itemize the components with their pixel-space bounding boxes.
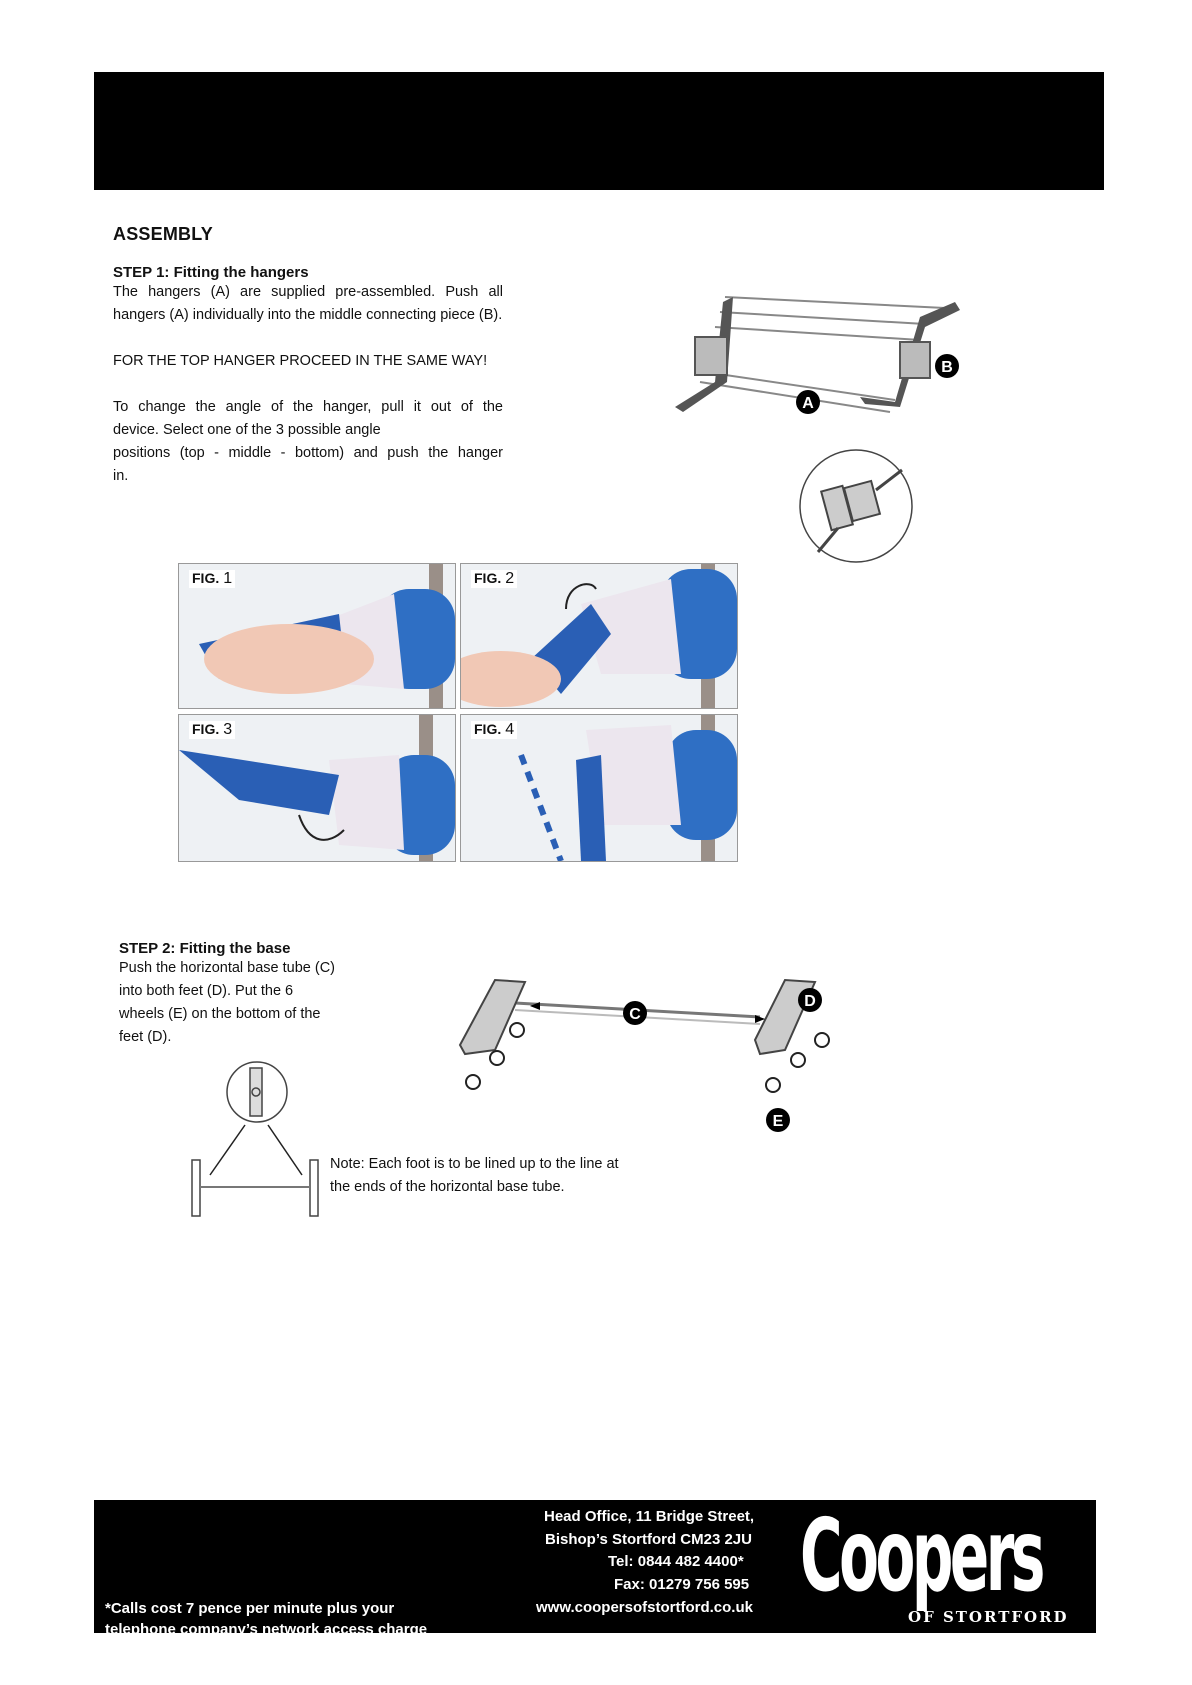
figure-2-label: FIG. 2	[471, 570, 517, 588]
figure-3-label: FIG. 3	[189, 721, 235, 739]
step2-line: feet (D).	[119, 1029, 172, 1045]
note-text	[330, 1153, 690, 1199]
base-assembly-illustration	[455, 970, 845, 1140]
note-line: Note: Each foot is to be lined up to the line at	[330, 1156, 619, 1172]
step1-para3	[113, 396, 503, 488]
label-b: B	[941, 359, 953, 376]
footer-address-line2: Bishop’s Stortford CM23 2JU	[545, 1531, 752, 1548]
footer-calls-line1: *Calls cost 7 pence per minute plus your	[105, 1600, 395, 1617]
page-heading: ASSEMBLY	[113, 224, 213, 244]
footer-address-line1: Head Office, 11 Bridge Street,	[544, 1508, 755, 1525]
step1-para1: The hangers (A) are supplied pre-assembled. Push all hangers (A) individually into the middle connecting piece (B).	[113, 284, 503, 323]
footer-website[interactable]: www.coopersofstortford.co.uk	[536, 1599, 753, 1616]
logo-sub-text: OF STORTFORD	[908, 1608, 1069, 1626]
label-d: D	[804, 993, 816, 1010]
figure-3	[178, 714, 456, 862]
step2-line: into both feet (D). Put the 6	[119, 983, 294, 999]
step2-line: Push the horizontal base tube (C)	[119, 960, 336, 976]
footer-tel: Tel: 0844 482 4400*	[608, 1553, 744, 1570]
step1-para3-line: positions (top - middle - bottom) and push the hanger	[113, 445, 503, 461]
label-c: C	[629, 1006, 641, 1023]
connector-detail-illustration	[798, 448, 918, 568]
footer-calls-line2: telephone company’s network access charge	[105, 1621, 428, 1638]
figure-1	[178, 563, 456, 709]
footer-fax: Fax: 01279 756 595	[614, 1576, 750, 1593]
label-e: E	[772, 1113, 784, 1130]
step1-para3-line: To change the angle of the hanger, pull it out of the	[113, 399, 503, 415]
note-line: the ends of the horizontal base tube.	[330, 1179, 565, 1195]
step2-title: STEP 2: Fitting the base	[119, 940, 291, 957]
step2-line: wheels (E) on the bottom of the	[119, 1006, 321, 1022]
step1-para3-line: device. Select one of the 3 possible angle	[113, 422, 381, 438]
foot-alignment-diagram	[180, 1060, 330, 1220]
figure-2	[460, 563, 738, 709]
figure-4-label: FIG. 4	[471, 721, 517, 739]
hanger-rack-illustration	[655, 282, 1020, 442]
step1-para2: FOR THE TOP HANGER PROCEED IN THE SAME WAY!	[113, 353, 488, 369]
header-bar	[94, 72, 1104, 190]
label-a: A	[802, 395, 814, 412]
logo-main-text: Coopers	[800, 1497, 1042, 1614]
figure-4	[460, 714, 738, 862]
step2-text-block	[119, 940, 379, 1049]
figure-1-label: FIG. 1	[189, 570, 235, 588]
step1-para3-line: in.	[113, 468, 129, 484]
coopers-logo	[800, 1497, 1092, 1628]
step1-text-block	[113, 264, 503, 488]
step1-title: STEP 1: Fitting the hangers	[113, 264, 309, 281]
